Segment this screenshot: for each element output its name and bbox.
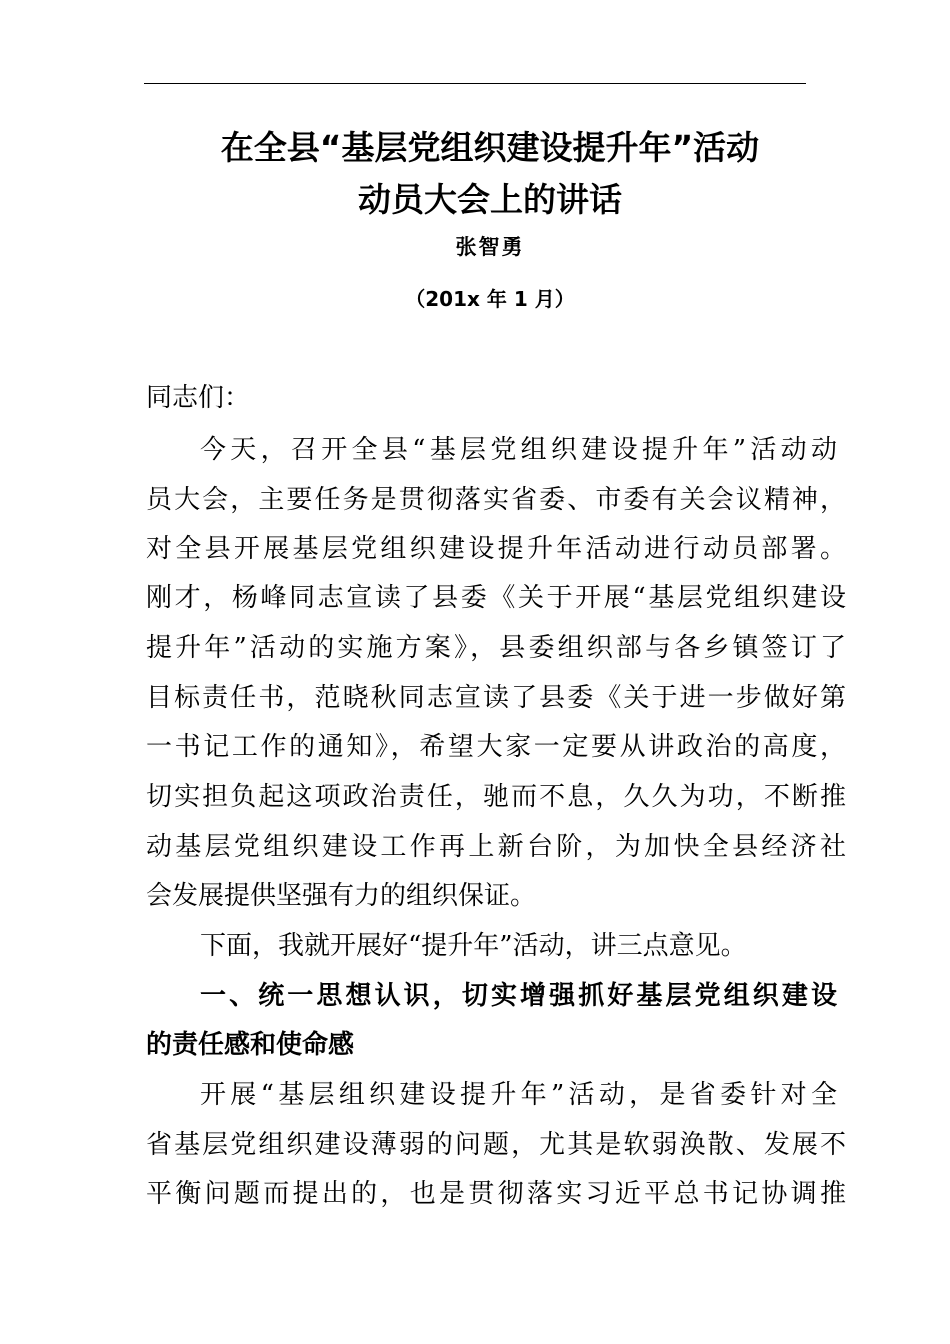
body-line: 一书记工作的通知》，希望大家一定要从讲政治的高度， xyxy=(146,732,846,762)
body-line: 平衡问题而提出的，也是贯彻落实习近平总书记协调推 xyxy=(146,1179,846,1209)
document-title-line-1: 在全县“基层党组织建设提升年”活动 xyxy=(220,128,760,167)
body-line: 提升年”活动的实施方案》，县委组织部与各乡镇签订了 xyxy=(146,633,846,663)
body-line: 对全县开展基层党组织建设提升年活动进行动员部署。 xyxy=(146,534,846,564)
header-rule xyxy=(144,83,806,84)
salutation: 同志们： xyxy=(146,383,251,413)
section-heading-line-2: 的责任感和使命感 xyxy=(146,1030,355,1060)
body-line: 切实担负起这项政治责任，驰而不息，久久为功，不断推 xyxy=(146,782,846,812)
body-line: 下面，我就开展好“提升年”活动，讲三点意见。 xyxy=(200,931,747,961)
body-line: 今天，召开全县“基层党组织建设提升年”活动动 xyxy=(200,435,837,465)
body-line: 省基层党组织建设薄弱的问题，尤其是软弱涣散、发展不 xyxy=(146,1130,846,1160)
body-line: 目标责任书，范晓秋同志宣读了县委《关于进一步做好第 xyxy=(146,683,846,713)
body-line: 动基层党组织建设工作再上新台阶，为加快全县经济社 xyxy=(146,832,846,862)
author-name: 张智勇 xyxy=(455,235,525,259)
document-title-line-2: 动员大会上的讲话 xyxy=(358,180,622,219)
body-line: 刚才，杨峰同志宣读了县委《关于开展“基层党组织建设 xyxy=(146,583,846,613)
body-line: 开展“基层组织建设提升年”活动，是省委针对全 xyxy=(200,1080,837,1110)
body-line: 员大会，主要任务是贯彻落实省委、市委有关会议精神， xyxy=(146,485,846,515)
body-line: 会发展提供坚强有力的组织保证。 xyxy=(146,881,537,911)
document-date: （201x 年 1 月） xyxy=(405,287,575,311)
section-heading-line-1: 一、统一思想认识，切实增强抓好基层党组织建设 xyxy=(200,981,837,1011)
